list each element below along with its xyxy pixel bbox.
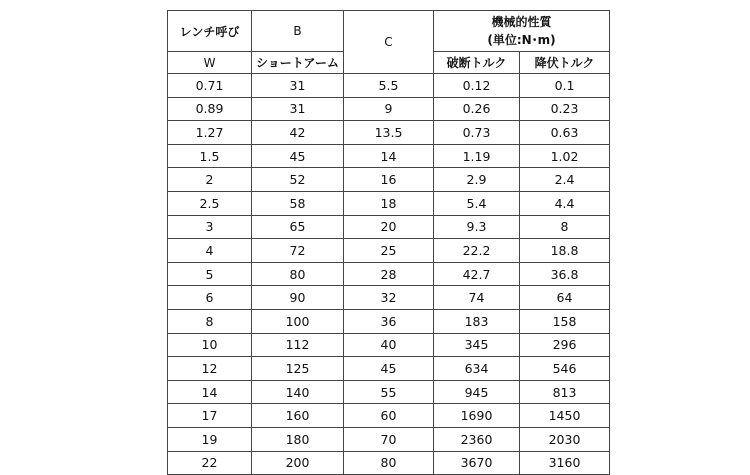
wrench-size-cell: 1.27 bbox=[168, 121, 252, 145]
table-row bbox=[168, 427, 610, 451]
yield-torque-cell: 0.63 bbox=[520, 121, 610, 145]
short-arm-cell: 80 bbox=[252, 262, 344, 286]
table-row bbox=[168, 74, 610, 98]
short-arm-cell: 45 bbox=[252, 144, 344, 168]
short-arm-header: ショートアーム bbox=[252, 52, 344, 74]
c-cell: 20 bbox=[344, 215, 434, 239]
yield-torque-header: 降伏トルク bbox=[520, 52, 610, 74]
wrench-size-cell: 6 bbox=[168, 286, 252, 310]
yield-torque-cell: 64 bbox=[520, 286, 610, 310]
table-row bbox=[168, 404, 610, 428]
mechanical-properties-unit: (単位:N･m) bbox=[487, 33, 556, 47]
c-cell: 5.5 bbox=[344, 74, 434, 98]
yield-torque-cell: 18.8 bbox=[520, 239, 610, 263]
wrench-size-header: レンチ呼び bbox=[168, 11, 252, 52]
breaking-torque-cell: 42.7 bbox=[434, 262, 520, 286]
short-arm-cell: 140 bbox=[252, 380, 344, 404]
table-header bbox=[168, 11, 610, 74]
breaking-torque-cell: 2.9 bbox=[434, 168, 520, 192]
b-header: B bbox=[252, 11, 344, 52]
header-row-1 bbox=[168, 11, 610, 52]
breaking-torque-cell: 2360 bbox=[434, 427, 520, 451]
table-row bbox=[168, 333, 610, 357]
yield-torque-cell: 0.23 bbox=[520, 97, 610, 121]
yield-torque-cell: 36.8 bbox=[520, 262, 610, 286]
breaking-torque-cell: 0.26 bbox=[434, 97, 520, 121]
c-cell: 32 bbox=[344, 286, 434, 310]
short-arm-cell: 125 bbox=[252, 357, 344, 381]
wrench-size-cell: 1.5 bbox=[168, 144, 252, 168]
breaking-torque-cell: 634 bbox=[434, 357, 520, 381]
yield-torque-cell: 8 bbox=[520, 215, 610, 239]
yield-torque-cell: 813 bbox=[520, 380, 610, 404]
table-row bbox=[168, 168, 610, 192]
mechanical-properties-header bbox=[434, 11, 610, 52]
short-arm-cell: 160 bbox=[252, 404, 344, 428]
short-arm-cell: 90 bbox=[252, 286, 344, 310]
table-row bbox=[168, 97, 610, 121]
c-cell: 25 bbox=[344, 239, 434, 263]
wrench-size-cell: 8 bbox=[168, 309, 252, 333]
c-cell: 70 bbox=[344, 427, 434, 451]
wrench-size-cell: 10 bbox=[168, 333, 252, 357]
c-cell: 36 bbox=[344, 309, 434, 333]
breaking-torque-cell: 183 bbox=[434, 309, 520, 333]
short-arm-cell: 58 bbox=[252, 191, 344, 215]
c-cell: 13.5 bbox=[344, 121, 434, 145]
short-arm-cell: 200 bbox=[252, 451, 344, 475]
short-arm-cell: 42 bbox=[252, 121, 344, 145]
table-row bbox=[168, 191, 610, 215]
short-arm-cell: 72 bbox=[252, 239, 344, 263]
table-row bbox=[168, 451, 610, 475]
wrench-size-cell: 3 bbox=[168, 215, 252, 239]
breaking-torque-cell: 1690 bbox=[434, 404, 520, 428]
wrench-size-cell: 14 bbox=[168, 380, 252, 404]
c-cell: 9 bbox=[344, 97, 434, 121]
table-row bbox=[168, 121, 610, 145]
c-cell: 45 bbox=[344, 357, 434, 381]
breaking-torque-header: 破断トルク bbox=[434, 52, 520, 74]
short-arm-cell: 31 bbox=[252, 74, 344, 98]
table-row bbox=[168, 309, 610, 333]
wrench-size-cell: 4 bbox=[168, 239, 252, 263]
table-row bbox=[168, 357, 610, 381]
table-row bbox=[168, 239, 610, 263]
yield-torque-cell: 158 bbox=[520, 309, 610, 333]
short-arm-cell: 31 bbox=[252, 97, 344, 121]
breaking-torque-cell: 74 bbox=[434, 286, 520, 310]
wrench-size-cell: 5 bbox=[168, 262, 252, 286]
c-header: C bbox=[344, 11, 434, 74]
c-cell: 40 bbox=[344, 333, 434, 357]
table-row bbox=[168, 286, 610, 310]
short-arm-cell: 65 bbox=[252, 215, 344, 239]
table-row bbox=[168, 144, 610, 168]
breaking-torque-cell: 5.4 bbox=[434, 191, 520, 215]
breaking-torque-cell: 0.73 bbox=[434, 121, 520, 145]
short-arm-cell: 52 bbox=[252, 168, 344, 192]
c-cell: 60 bbox=[344, 404, 434, 428]
table-body bbox=[168, 74, 610, 475]
wrench-size-cell: 2 bbox=[168, 168, 252, 192]
yield-torque-cell: 1.02 bbox=[520, 144, 610, 168]
short-arm-cell: 180 bbox=[252, 427, 344, 451]
breaking-torque-cell: 345 bbox=[434, 333, 520, 357]
wrench-size-cell: 0.71 bbox=[168, 74, 252, 98]
breaking-torque-cell: 9.3 bbox=[434, 215, 520, 239]
wrench-size-cell: 17 bbox=[168, 404, 252, 428]
table-row bbox=[168, 380, 610, 404]
breaking-torque-cell: 22.2 bbox=[434, 239, 520, 263]
yield-torque-cell: 2030 bbox=[520, 427, 610, 451]
yield-torque-cell: 4.4 bbox=[520, 191, 610, 215]
breaking-torque-cell: 945 bbox=[434, 380, 520, 404]
wrench-size-cell: 22 bbox=[168, 451, 252, 475]
wrench-size-cell: 12 bbox=[168, 357, 252, 381]
breaking-torque-cell: 1.19 bbox=[434, 144, 520, 168]
yield-torque-cell: 0.1 bbox=[520, 74, 610, 98]
table-row bbox=[168, 262, 610, 286]
yield-torque-cell: 2.4 bbox=[520, 168, 610, 192]
yield-torque-cell: 296 bbox=[520, 333, 610, 357]
c-cell: 80 bbox=[344, 451, 434, 475]
c-cell: 28 bbox=[344, 262, 434, 286]
spec-table bbox=[167, 10, 610, 475]
table-row bbox=[168, 215, 610, 239]
yield-torque-cell: 3160 bbox=[520, 451, 610, 475]
yield-torque-cell: 546 bbox=[520, 357, 610, 381]
c-cell: 14 bbox=[344, 144, 434, 168]
short-arm-cell: 100 bbox=[252, 309, 344, 333]
c-cell: 18 bbox=[344, 191, 434, 215]
wrench-size-cell: 0.89 bbox=[168, 97, 252, 121]
w-header: W bbox=[168, 52, 252, 74]
mechanical-properties-title: 機械的性質 bbox=[491, 15, 552, 29]
breaking-torque-cell: 0.12 bbox=[434, 74, 520, 98]
yield-torque-cell: 1450 bbox=[520, 404, 610, 428]
c-cell: 16 bbox=[344, 168, 434, 192]
wrench-size-cell: 19 bbox=[168, 427, 252, 451]
wrench-size-cell: 2.5 bbox=[168, 191, 252, 215]
breaking-torque-cell: 3670 bbox=[434, 451, 520, 475]
short-arm-cell: 112 bbox=[252, 333, 344, 357]
c-cell: 55 bbox=[344, 380, 434, 404]
